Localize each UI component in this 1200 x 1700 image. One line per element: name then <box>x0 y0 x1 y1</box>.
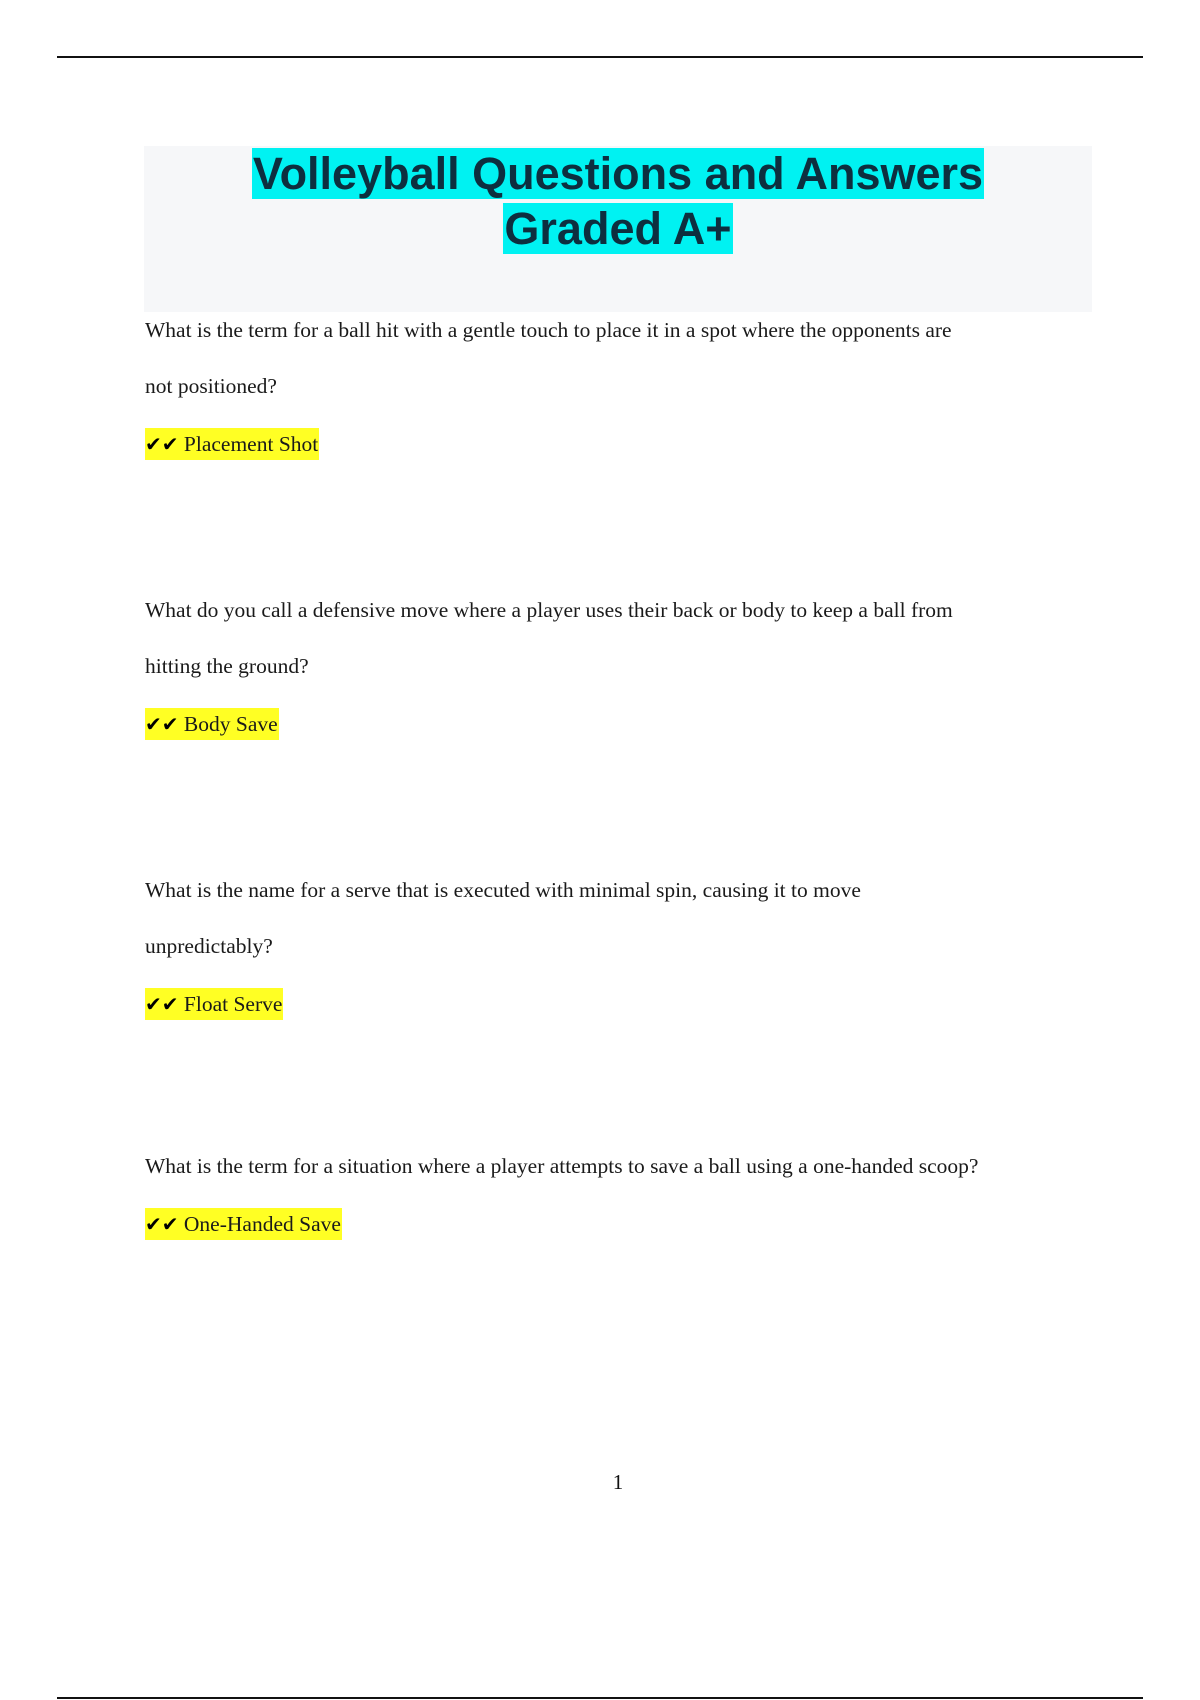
qa-item-3 <box>145 862 1095 1020</box>
question-4-line-1: What is the term for a situation where a player attempts to save a ball using a one-handed scoop? <box>145 1154 979 1178</box>
double-check-icon: ✔✔ <box>145 712 179 736</box>
qa-item-1 <box>145 302 1095 460</box>
double-check-icon: ✔✔ <box>145 992 179 1016</box>
qa-item-4 <box>145 1138 1095 1240</box>
title-line-2: Graded A+ <box>504 203 732 254</box>
answer-1-text: Placement Shot <box>183 432 319 456</box>
question-3 <box>145 862 1095 974</box>
question-1 <box>145 302 1095 414</box>
question-3-line-1: What is the name for a serve that is executed with minimal spin, causing it to move <box>145 878 861 902</box>
answer-4-text: One-Handed Save <box>183 1212 341 1236</box>
question-3-line-2: unpredictably? <box>145 934 273 958</box>
title-line-1: Volleyball Questions and Answers <box>252 148 984 199</box>
question-2 <box>145 582 1095 694</box>
question-2-line-2: hitting the ground? <box>145 654 309 678</box>
question-1-line-1: What is the term for a ball hit with a gentle touch to place it in a spot where the opponents are <box>145 318 952 342</box>
answer-3-text: Float Serve <box>183 992 283 1016</box>
bottom-rule <box>57 1697 1143 1699</box>
document-title <box>144 146 1092 256</box>
answer-2 <box>145 708 279 740</box>
answer-4 <box>145 1208 342 1240</box>
question-4 <box>145 1138 1095 1194</box>
answer-3 <box>145 988 283 1020</box>
qa-item-2 <box>145 582 1095 740</box>
double-check-icon: ✔✔ <box>145 432 179 456</box>
question-1-line-2: not positioned? <box>145 374 277 398</box>
double-check-icon: ✔✔ <box>145 1212 179 1236</box>
page-number: 1 <box>612 1470 624 1494</box>
answer-1 <box>145 428 319 460</box>
answer-2-text: Body Save <box>183 712 278 736</box>
question-2-line-1: What do you call a defensive move where a player uses their back or body to keep a ball from <box>145 598 953 622</box>
top-rule <box>57 56 1143 58</box>
